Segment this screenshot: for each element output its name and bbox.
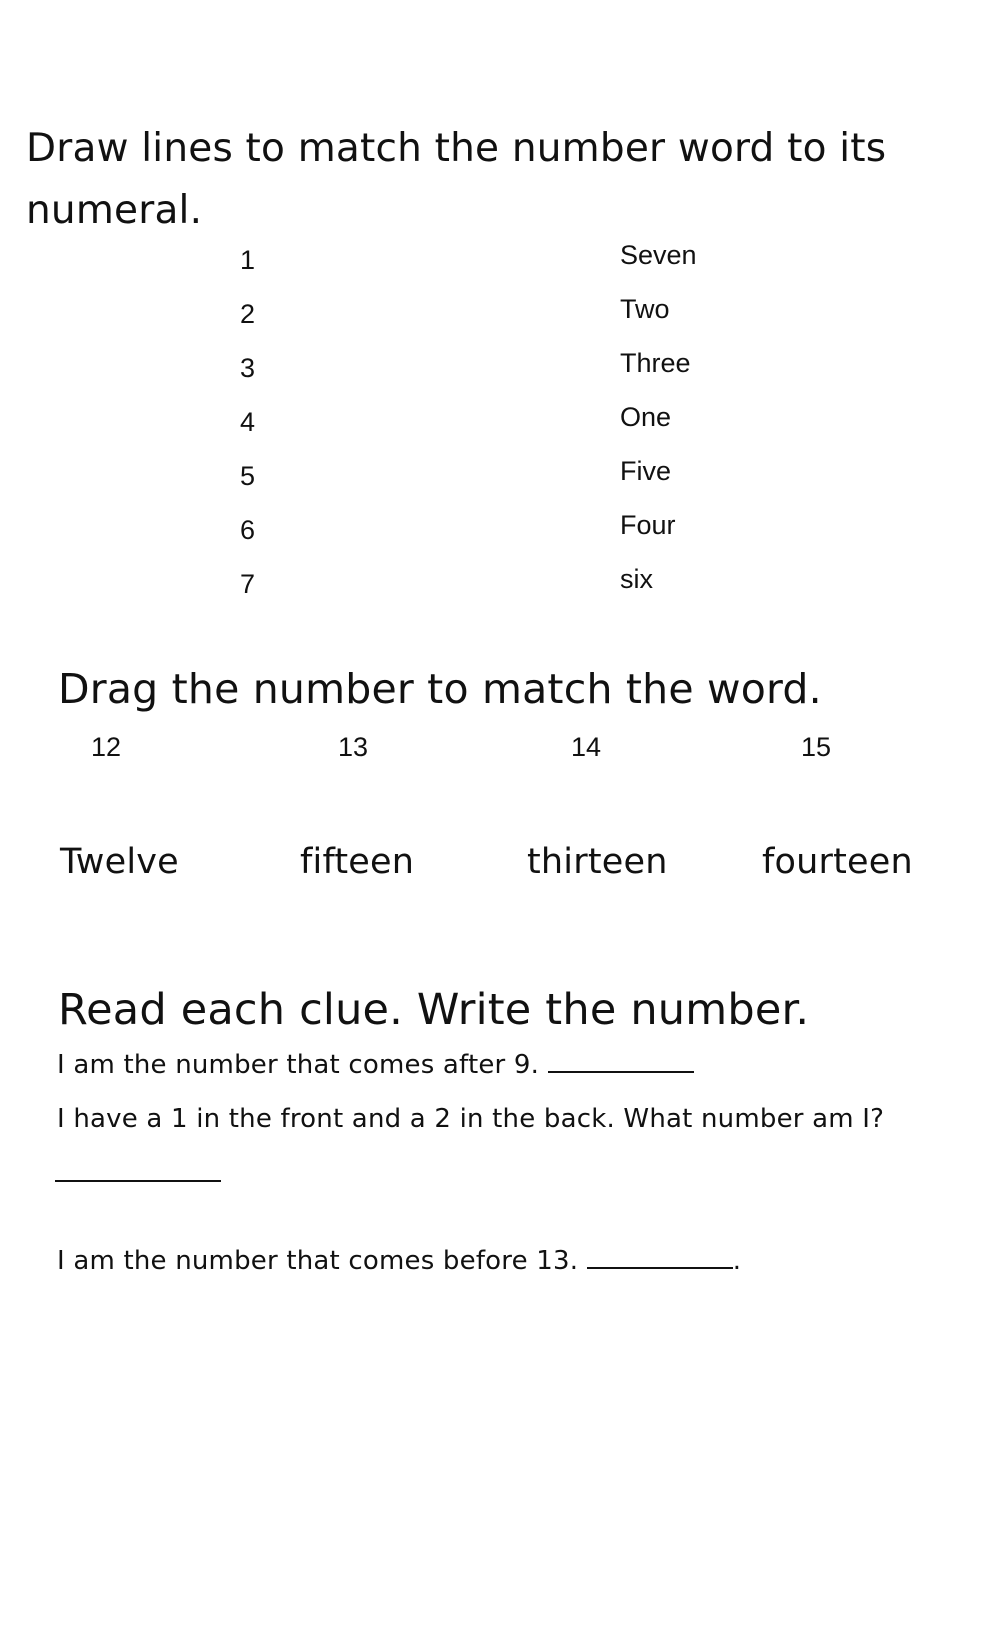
drag-number-12[interactable]: 12 xyxy=(91,732,122,762)
clue-2-text: I have a 1 in the front and a 2 in the back. What number am I? xyxy=(57,1104,885,1134)
numeral-5: 5 xyxy=(240,461,256,491)
drop-word-fifteen[interactable]: fifteen xyxy=(300,842,415,882)
section2-title: Drag the number to match the word. xyxy=(58,665,822,713)
word-four: Four xyxy=(620,510,676,540)
clue-3-answer-blank[interactable] xyxy=(587,1243,733,1269)
clue-1 xyxy=(57,1047,694,1080)
drop-word-fourteen[interactable]: fourteen xyxy=(762,842,913,882)
word-five: Five xyxy=(620,456,672,486)
numeral-7: 7 xyxy=(240,569,256,599)
clue-3-period: . xyxy=(732,1246,742,1276)
drop-word-thirteen[interactable]: thirteen xyxy=(527,842,668,882)
clue-1-text: I am the number that comes after 9. xyxy=(57,1050,540,1080)
drag-number-14[interactable]: 14 xyxy=(571,732,602,762)
word-one: One xyxy=(620,402,672,432)
numeral-1: 1 xyxy=(240,245,256,275)
drag-number-13[interactable]: 13 xyxy=(338,732,369,762)
drop-word-twelve[interactable]: Twelve xyxy=(60,842,179,882)
clue-3-text: I am the number that comes before 13. xyxy=(57,1246,579,1276)
drag-number-15[interactable]: 15 xyxy=(801,732,832,762)
clue-3 xyxy=(57,1243,741,1276)
numeral-6: 6 xyxy=(240,515,256,545)
word-seven: Seven xyxy=(620,240,697,270)
section3-title: Read each clue. Write the number. xyxy=(58,985,810,1035)
section1-title: Draw lines to match the number word to its numeral. xyxy=(26,126,887,233)
word-three: Three xyxy=(620,348,691,378)
word-two: Two xyxy=(620,294,670,324)
clue-2-answer-line[interactable] xyxy=(55,1156,221,1187)
clue-2 xyxy=(57,1104,884,1134)
word-six: six xyxy=(620,564,653,594)
numeral-3: 3 xyxy=(240,353,256,383)
clue-2-answer-blank[interactable] xyxy=(55,1156,221,1182)
clue-1-answer-blank[interactable] xyxy=(548,1047,694,1073)
numeral-2: 2 xyxy=(240,299,256,329)
numeral-4: 4 xyxy=(240,407,256,437)
